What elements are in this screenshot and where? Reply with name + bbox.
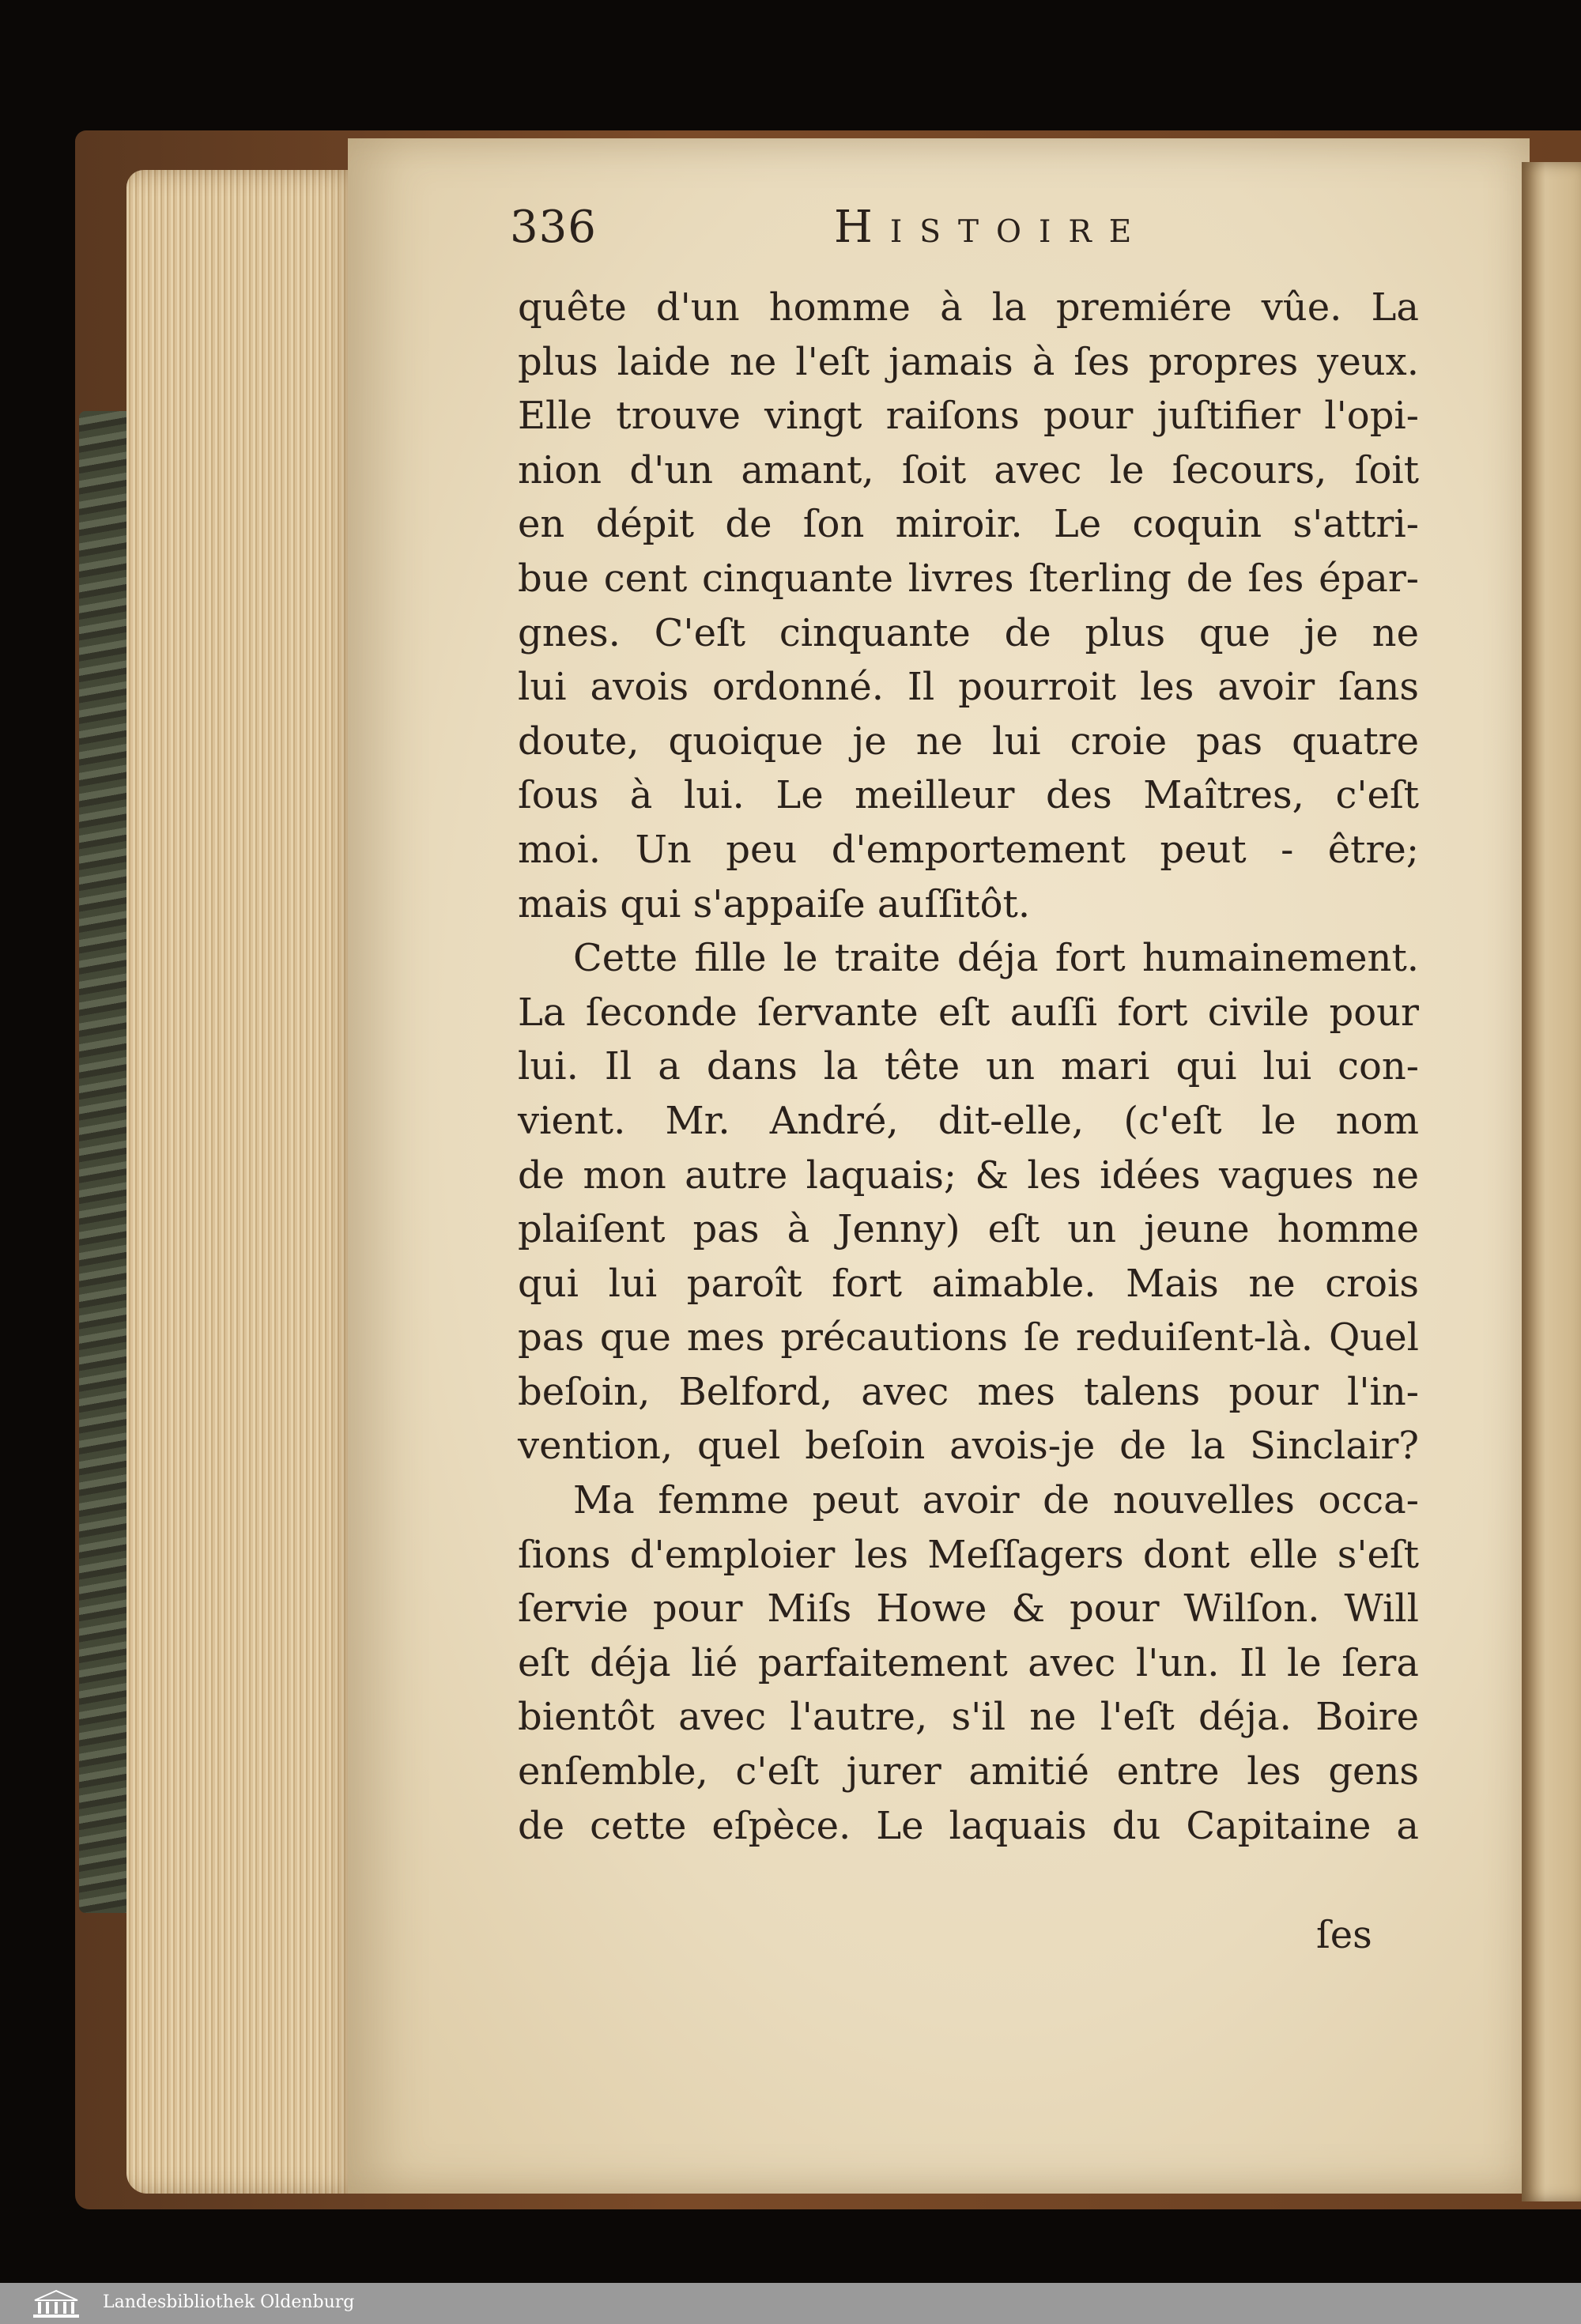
text-line: plus laide ne l'eſt jamais à ſes propres yeux.: [518, 339, 1419, 384]
running-head: Histoire: [834, 202, 1149, 253]
text-line: pas que mes précautions ſe reduiſent-là. Quel: [518, 1315, 1419, 1360]
library-building-icon: [32, 2288, 81, 2319]
text-line: Cette fille le traite déja fort humainement.: [573, 936, 1419, 981]
page-header: [510, 202, 1458, 273]
text-line: beſoin, Belford, avec mes talens pour l'in-: [518, 1369, 1419, 1414]
text-line: eſt déja lié parfaitement avec l'un. Il le ſera: [518, 1640, 1419, 1685]
text-line: bientôt avec l'autre, s'il ne l'eſt déja. Boire: [518, 1695, 1419, 1740]
page-edges: [126, 170, 364, 2194]
text-line: de mon autre laquais; & les idées vagues ne: [518, 1153, 1419, 1198]
text-line: en dépit de ſon miroir. Le coquin s'attri-: [518, 502, 1419, 547]
footer-label: Landesbibliothek Oldenburg: [103, 2292, 355, 2312]
text-line: ſous à lui. Le meilleur des Maîtres, c'eſt: [518, 773, 1419, 818]
text-line: ſervie pour Miſs Howe & pour Wilſon. Will: [518, 1586, 1419, 1632]
catchword: ſes: [1316, 1913, 1372, 1957]
text-line: vention, quel beſoin avois-je de la Sinclair?: [518, 1424, 1419, 1469]
text-line: Elle trouve vingt raiſons pour juſtifier l'opi-: [518, 394, 1419, 439]
text-line: mais qui s'appaiſe auſſitôt.: [518, 881, 1031, 926]
text-line: nion d'un amant, ſoit avec le ſecours, ſoit: [518, 447, 1419, 492]
text-line: qui lui paroît fort aimable. Mais ne crois: [518, 1261, 1419, 1306]
text-line: ſions d'emploier les Meſſagers dont elle s'eſt: [518, 1532, 1419, 1577]
library-footer: [0, 2283, 1581, 2324]
text-line: bue cent cinquante livres ſterling de ſes épar-: [518, 556, 1419, 601]
body-text: [518, 281, 1419, 1853]
facing-page-edge: [1522, 162, 1581, 2201]
text-line: de cette eſpèce. Le laquais du Capitaine a: [518, 1803, 1419, 1848]
text-line: doute, quoique je ne lui croie pas quatre: [518, 719, 1419, 764]
text-line: gnes. C'eſt cinquante de plus que je ne: [518, 610, 1419, 655]
text-line: enſemble, c'eſt jurer amitié entre les gens: [518, 1749, 1419, 1794]
text-line: lui avois ordonné. Il pourroit les avoir ſans: [518, 665, 1419, 710]
text-line: vient. Mr. André, dit-elle, (c'eſt le nom: [518, 1098, 1419, 1143]
text-line: lui. Il a dans la tête un mari qui lui con-: [518, 1044, 1419, 1089]
text-line: plaiſent pas à Jenny) eſt un jeune homme: [518, 1207, 1419, 1252]
text-line: moi. Un peu d'emportement peut - être;: [518, 827, 1419, 872]
text-line: quête d'un homme à la premiére vûe. La: [518, 285, 1419, 330]
text-line: La ſeconde ſervante eſt auſſi fort civile pour: [518, 990, 1419, 1035]
text-line: Ma femme peut avoir de nouvelles occa-: [573, 1478, 1419, 1523]
page-number: 336: [510, 202, 597, 253]
